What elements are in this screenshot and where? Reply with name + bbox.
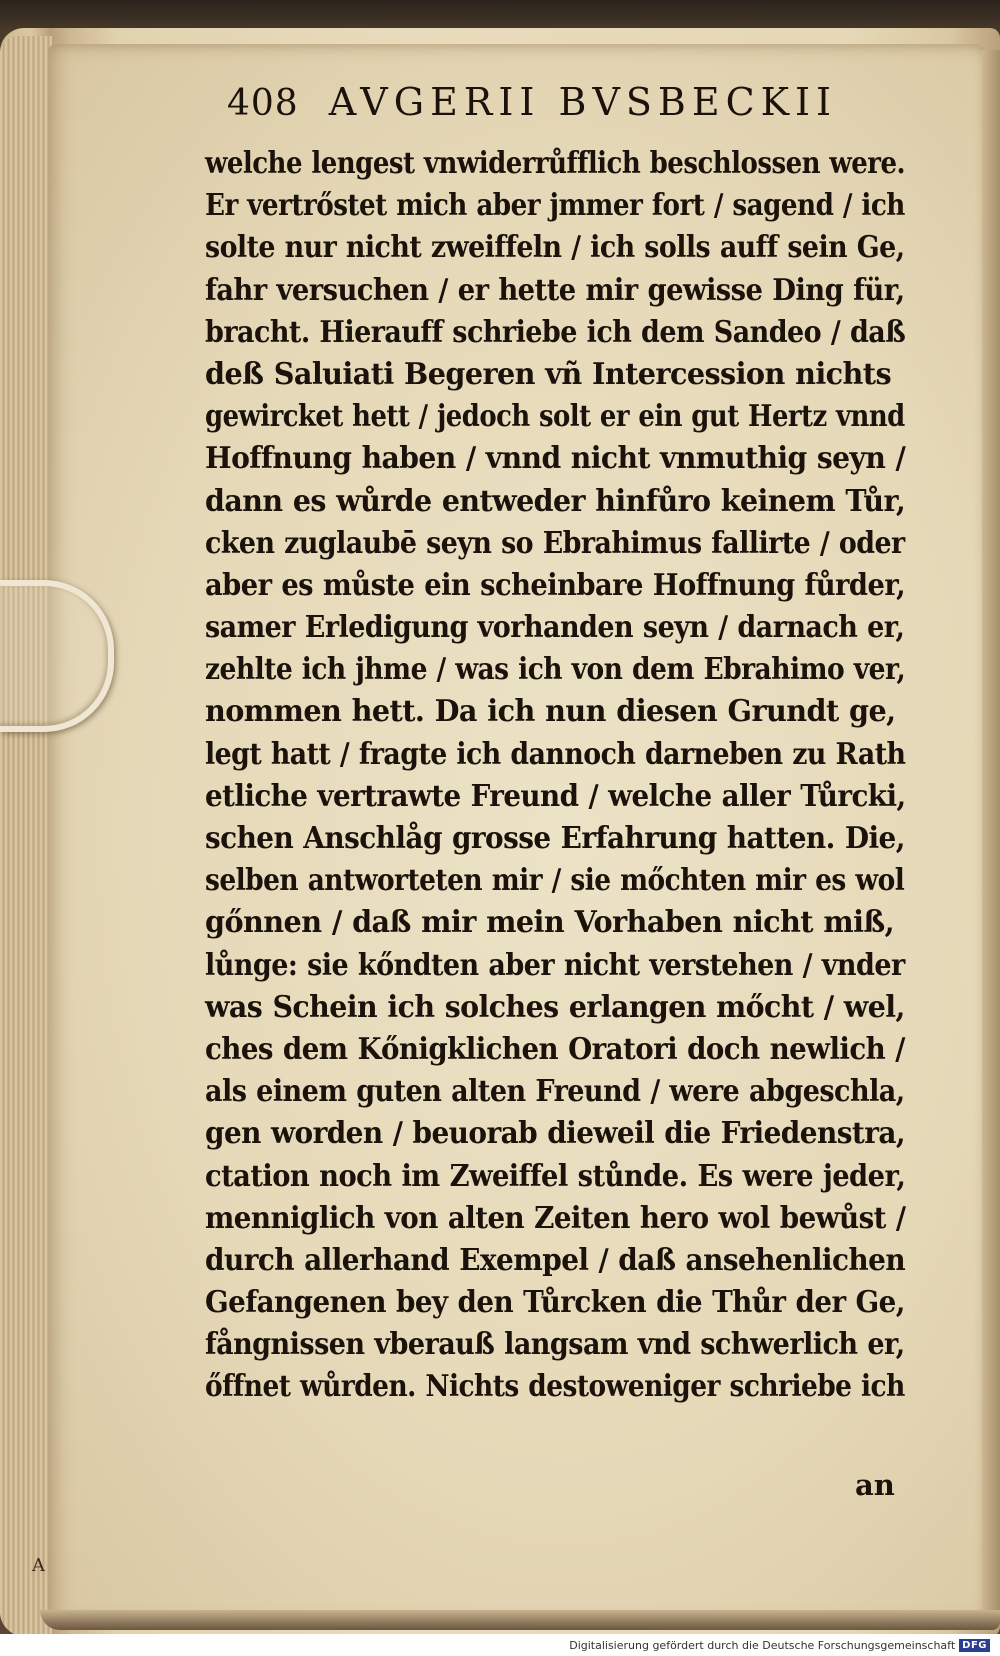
text-line: schen Anschlåg grosse Erfahrung hatten. Die,	[205, 820, 905, 855]
text-line: legt hatt / fragte ich dannoch darneben zu Rath	[205, 735, 906, 771]
text-line: gewircket hett / jedoch solt er ein gut Hertz vnnd	[205, 398, 905, 434]
text-line: selben antworteten mir / sie mőchten mir es wol	[205, 862, 905, 898]
text-line: Hoffnung haben / vnnd nicht vnmuthig seyn /	[205, 440, 906, 476]
text-line: zehlte ich jhme / was ich von dem Ebrahimo ver,	[205, 651, 906, 687]
text-line: lůnge: sie kőndten aber nicht verstehen / vnder	[205, 946, 905, 982]
text-line: solte nur nicht zweiffeln / ich solls auff sein Ge,	[205, 229, 905, 265]
text-line: durch allerhand Exempel / daß ansehenlichen	[205, 1241, 906, 1277]
body-text	[205, 142, 925, 1408]
page-text	[205, 80, 925, 1502]
text-line: menniglich von alten Zeiten hero wol bewůst /	[205, 1199, 906, 1235]
text-line: aber es můste ein scheinbare Hoffnung fůrder,	[205, 566, 906, 602]
text-line: samer Erledigung vorhanden seyn / darnach er,	[205, 609, 905, 645]
text-line: ches dem Kőnigklichen Oratori doch newlich /	[205, 1030, 905, 1066]
text-line: Gefangenen bey den Tůrcken die Thůr der Ge,	[205, 1284, 905, 1320]
book-bottom-edge	[40, 1610, 1000, 1630]
text-line: dann es wůrde entweder hinfůro keinem Tůr,	[205, 482, 906, 518]
text-line: cken zuglaubē seyn so Ebrahimus fallirte / oder	[205, 524, 905, 560]
running-title: AVGERII BVSBECKII	[328, 80, 838, 124]
corner-mark: A	[32, 1555, 45, 1576]
text-line: was Schein ich solches erlangen mőcht / wel,	[205, 988, 905, 1024]
text-line: őffnet wůrden. Nichts destoweniger schriebe ich	[205, 1368, 905, 1404]
text-line: Er vertrőstet mich aber jmmer fort / sagend / ich	[205, 187, 905, 223]
page-number: 408	[227, 83, 299, 124]
running-header	[227, 80, 925, 142]
text-line: fångnissen vberauß langsam vnd schwerlich er,	[205, 1326, 905, 1362]
dfg-logo: DFG	[959, 1639, 990, 1652]
funding-credit: Digitalisierung gefördert durch die Deutsche Forschungsgemeinschaft	[569, 1638, 956, 1652]
text-line: gen worden / beuorab dieweil die Friedenstra,	[205, 1115, 906, 1151]
text-line: als einem guten alten Freund / were abgeschla,	[205, 1073, 905, 1109]
text-line: gőnnen / daß mir mein Vorhaben nicht miß,	[205, 904, 894, 940]
text-line: bracht. Hierauff schriebe ich dem Sandeo / daß	[205, 313, 906, 349]
page-edges	[0, 36, 52, 1636]
text-line: fahr versuchen / er hette mir gewisse Ding für,	[205, 271, 905, 307]
catchword: an	[855, 1468, 895, 1502]
page-right-edge	[982, 50, 1000, 1610]
text-line: welche lengest vnwiderrůfflich beschlossen were.	[205, 145, 906, 180]
text-line: deß Saluiati Begeren vñ Intercession nichts	[205, 355, 892, 391]
text-line: ctation noch im Zweiffel stůnde. Es were jeder,	[205, 1157, 906, 1193]
digitization-footer	[0, 1634, 1000, 1656]
text-line: etliche vertrawte Freund / welche aller Tůrcki,	[205, 777, 906, 813]
text-line: nommen hett. Da ich nun diesen Grundt ge,	[205, 693, 896, 729]
